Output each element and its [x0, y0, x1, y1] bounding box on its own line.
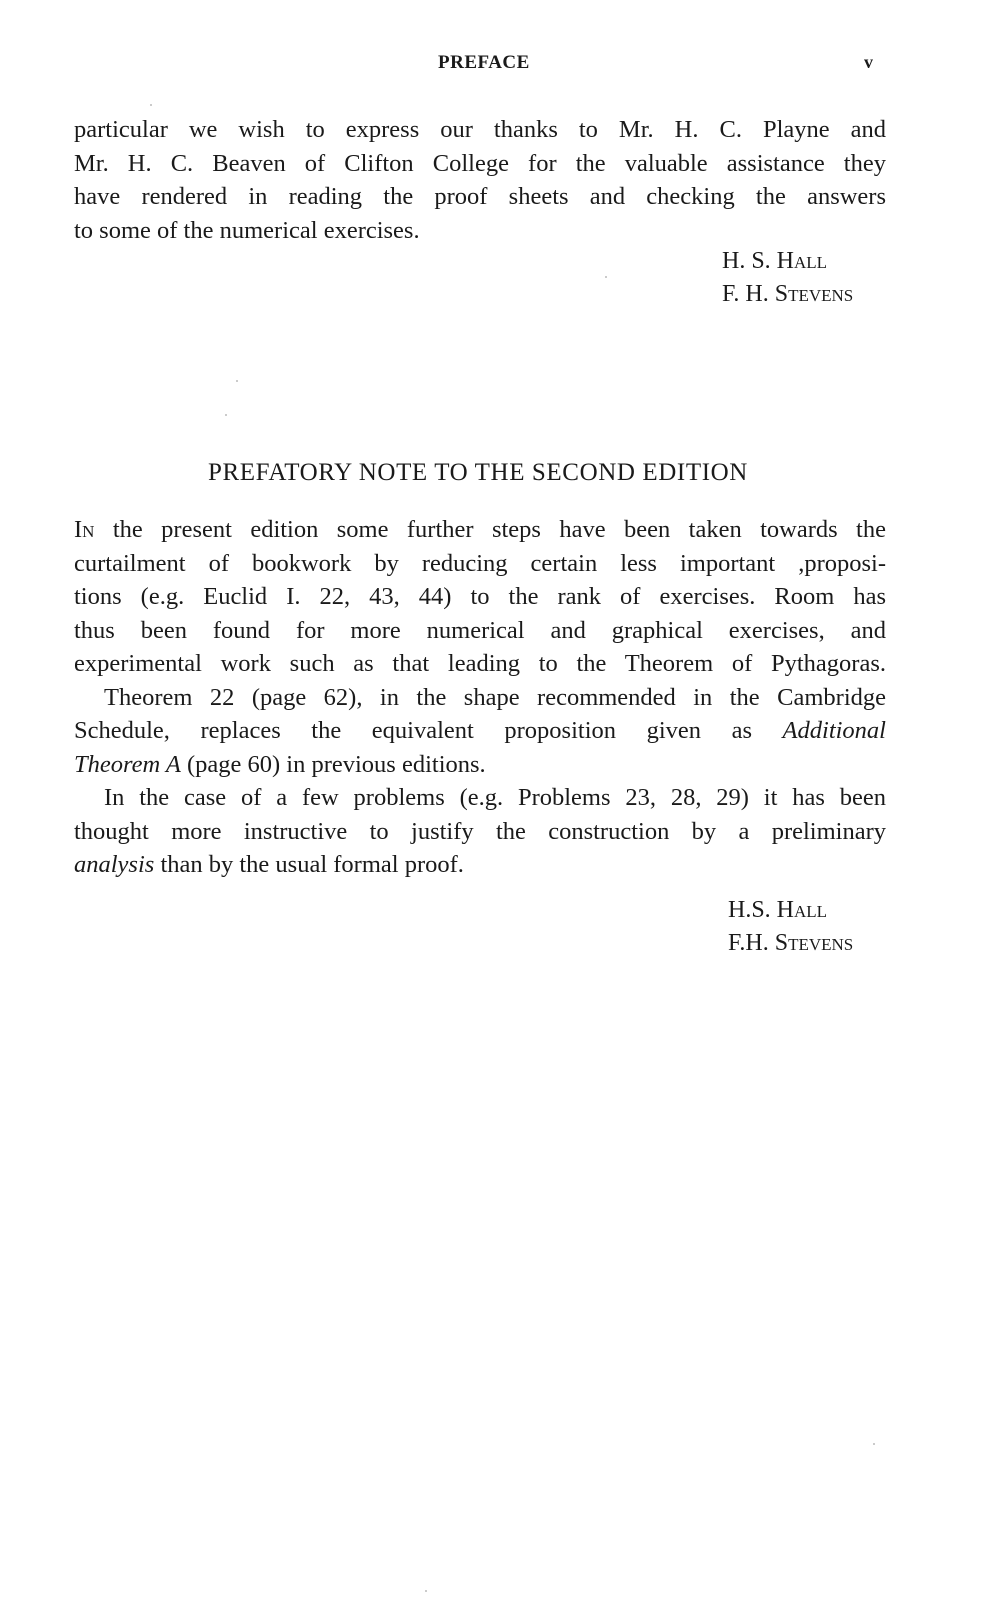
text-line: curtailment of bookwork by reducing certain less important ,proposi-: [74, 549, 886, 577]
text-line: to some of the numerical exercises.: [74, 216, 420, 244]
signature-stevens: F.H. Stevens: [728, 930, 854, 956]
text-line: Schedule, replaces the equivalent proposition given as Additional: [74, 717, 886, 744]
page-number: v: [864, 52, 873, 72]
scan-speck: [605, 276, 607, 278]
text-line: Mr. H. C. Beaven of Clifton College for the valuable assistance they: [74, 149, 886, 177]
text-line: analysis than by the usual formal proof.: [74, 851, 464, 878]
section-heading: [0, 459, 1000, 487]
scan-speck: [225, 414, 227, 416]
scan-speck: [236, 380, 238, 382]
second-edition-note-body: [74, 513, 886, 882]
text-line: particular we wish to express our thanks to Mr. H. C. Playne and: [74, 116, 886, 143]
running-title: PREFACE: [438, 52, 530, 73]
heading-text: PREFATORY NOTE TO THE SECOND EDITION: [208, 459, 748, 486]
drop-word: In: [74, 516, 95, 543]
text-line: thought more instructive to justify the construction by a preliminary: [74, 817, 886, 845]
text-line: Theorem 22 (page 62), in the shape recommended in the Cambridge: [104, 683, 886, 711]
signature-hall: H.S. Hall: [728, 897, 828, 923]
text-line: thus been found for more numerical and graphical exercises, and: [74, 616, 886, 644]
signature-hall: H. S. Hall: [722, 248, 828, 274]
scan-speck: [150, 104, 152, 106]
scan-speck: [873, 1443, 875, 1445]
preface-closing-paragraph: [74, 113, 886, 247]
signature-stevens: F. H. Stevens: [722, 281, 854, 307]
text-line: Theorem A (page 60) in previous editions.: [74, 750, 486, 778]
text-line: have rendered in reading the proof sheets and checking the answers: [74, 183, 886, 210]
running-head: [0, 52, 1000, 76]
scan-speck: [425, 1590, 427, 1592]
text-line: In the case of a few problems (e.g. Problems 23, 28, 29) it has been: [104, 784, 886, 811]
text-line: tions (e.g. Euclid I. 22, 43, 44) to the rank of exercises. Room has: [74, 583, 886, 610]
text-line: experimental work such as that leading to the Theorem of Pythagoras.: [74, 650, 886, 677]
text-line: In the present edition some further steps have been taken towards the: [74, 516, 886, 543]
